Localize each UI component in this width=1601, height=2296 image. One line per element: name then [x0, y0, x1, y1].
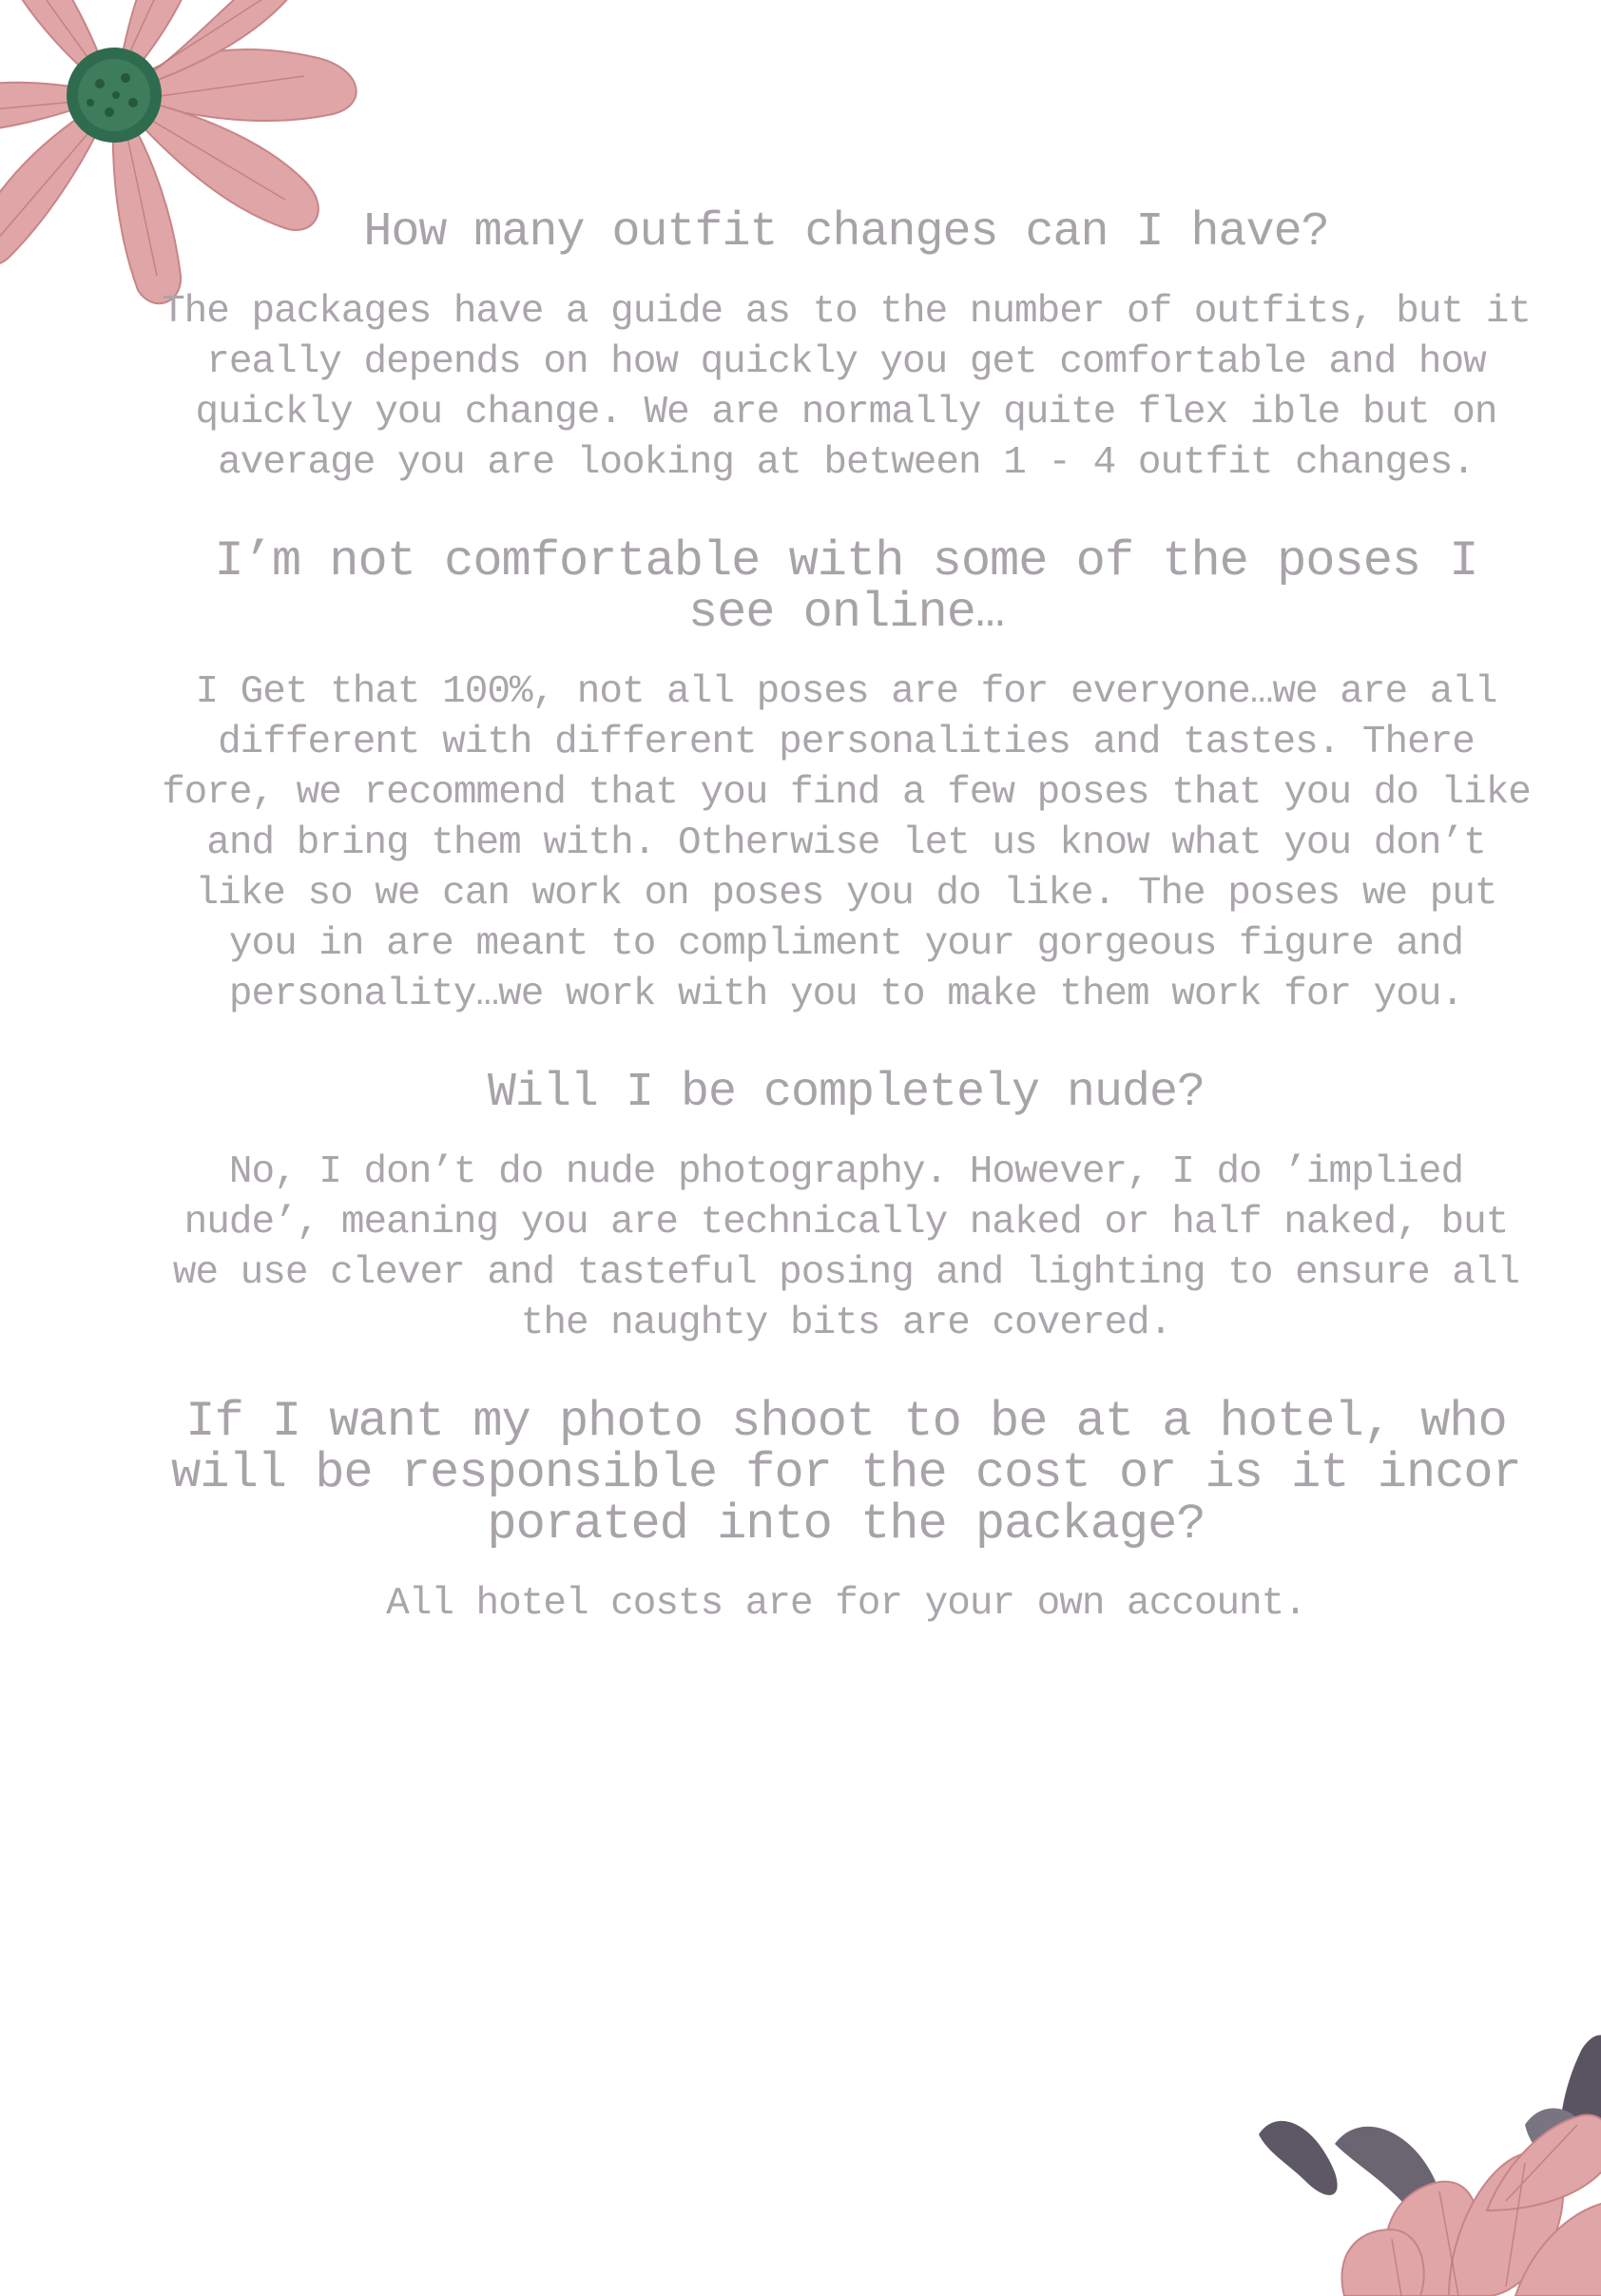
faq-item: [162, 207, 1531, 489]
faq-question: I’m not comfortable with some of the poses I see online…: [214, 533, 1478, 641]
faq-answer: No, I don’t do nude photography. However, I do ’implied nude’, meaning you are technically naked or half naked, but we use clever and tasteful posing and lighting to ensure all the naughty bits are covered.: [172, 1150, 1520, 1345]
faq-question: Will I be completely nude?: [487, 1066, 1206, 1120]
faq-answer: The packages have a guide as to the number of outfits, but it really depends on how quickly you get comfortable and how quickly you change. We are normally quite flex ible but on average you are looking at between 1 - 4 outfit changes.: [162, 290, 1531, 485]
faq-content: [162, 207, 1531, 1630]
faq-item: [162, 1068, 1531, 1349]
faq-answer: All hotel costs are for your own account.: [386, 1582, 1306, 1626]
faq-question: How many outfit changes can I have?: [363, 205, 1329, 260]
pink-flower-leaves-icon: [1202, 1916, 1601, 2296]
faq-answer: I Get that 100%, not all poses are for everyone…we are all different with different personalities and tastes. There fore, we recommend that you find a few poses that you do like and bring them with. Otherwise let us know what you don’t like so we can work on poses you do like. The poses we put you in are meant to compliment your gorgeous figure and personality…we work with you to make them work for you.: [162, 670, 1531, 1016]
faq-question: If I want my photo shoot to be at a hotel, who will be responsible for the cost or is it incor porated into the package?: [171, 1394, 1521, 1553]
faq-item: [162, 1394, 1531, 1630]
faq-item: [162, 533, 1531, 1020]
